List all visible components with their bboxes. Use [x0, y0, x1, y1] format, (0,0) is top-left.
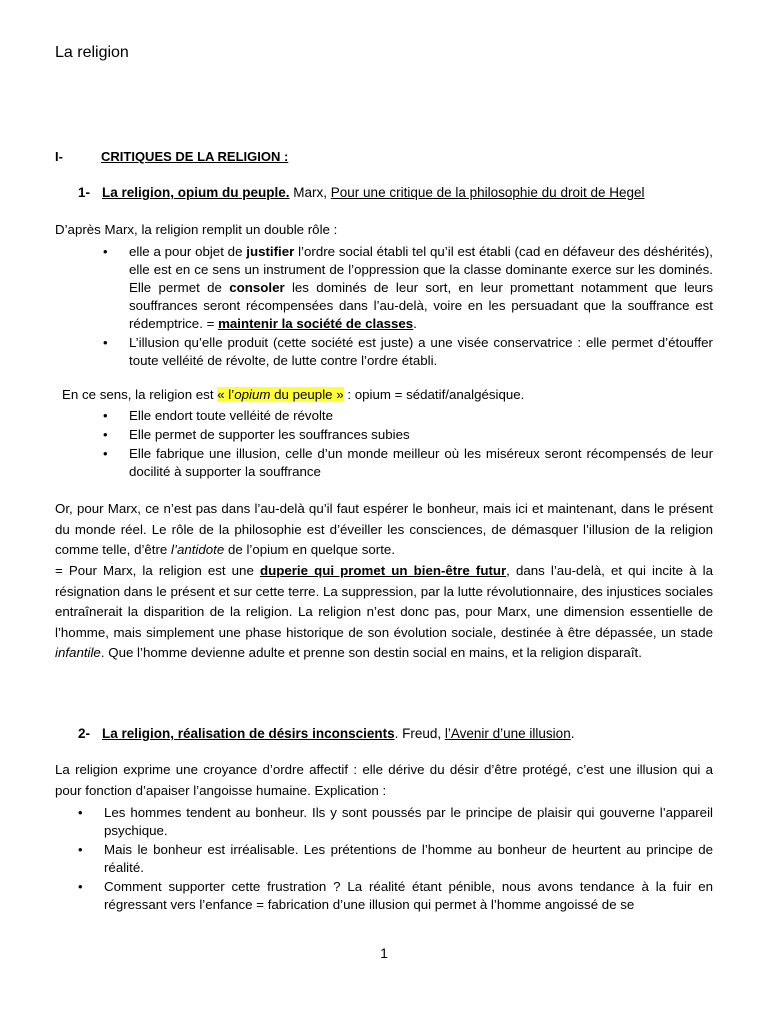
bullet-icon: •: [103, 446, 108, 461]
bullet-icon: •: [103, 427, 108, 442]
subheading-freud: 2- La religion, réalisation de désirs inconscients. Freud, l’Avenir d’une illusion.: [78, 726, 575, 741]
bullet-list-freud: [78, 804, 713, 915]
subheading-work: Pour une critique de la philosophie du droit de Hegel: [330, 185, 645, 200]
bullet-list-opium: [103, 407, 713, 482]
list-item: • elle a pour objet de justifier l’ordre social établi tel qu’il est établi (cad en défaveur des déshérités), elle est en ce sens un instrument de l’oppression que la classe dominante exerce sur les dominés. Elle permet de consoler les dominés de leur sort, en leur promettant notamment que leurs souffrances seront récompensées dans l’au-delà, voire en les persuadant que la souffrance est rédemptrice. = maintenir la société de classes.: [103, 244, 714, 331]
document-title: La religion: [55, 44, 129, 61]
bullet-icon: •: [78, 842, 83, 857]
subheading-number: 1-: [78, 185, 91, 200]
subheading-work: l’Avenir d’une illusion: [444, 726, 571, 741]
list-item: • L’illusion qu’elle produit (cette société est juste) a une visée conservatrice : elle permet d’étouffer toute velléité de révolte, de lutte contre l’ordre établi.: [103, 335, 713, 368]
section-title: CRITIQUES DE LA RELIGION :: [101, 149, 289, 164]
list-item: • Elle fabrique une illusion, celle d’un monde meilleur où les miséreux seront récompensés de leur docilité à supporter la souffrance: [103, 446, 713, 479]
section-heading: [55, 149, 288, 164]
section-number: I-: [55, 149, 63, 164]
body-paragraph-1: Or, pour Marx, ce n’est pas dans l’au-delà qu’il faut espérer le bonheur, mais ici et maintenant, dans le présent du monde réel. Le rôle de la philosophie est d’éveiller les consciences, de démasquer l’illusion de la religion comme telle, d’être l’antidote de l’opium en quelque sorte.: [55, 501, 713, 558]
bullet-icon: •: [78, 879, 83, 894]
intro-paragraph: D’après Marx, la religion remplit un double rôle :: [55, 222, 338, 237]
opium-paragraph: En ce sens, la religion est « l’opium du peuple » : opium = sédatif/analgésique.: [62, 387, 525, 402]
subheading-marx: [78, 185, 645, 200]
bullet-icon: •: [78, 805, 83, 820]
emphasis-duperie: duperie qui promet un bien-être futur: [259, 563, 507, 578]
list-item: • Les hommes tendent au bonheur. Ils y sont poussés par le principe de plaisir qui gouverne l’appareil psychique.: [78, 805, 713, 838]
page-number: 1: [380, 945, 388, 961]
subheading-title: La religion, réalisation de désirs inconscients: [102, 726, 395, 741]
subheading-author: Marx,: [289, 185, 331, 200]
body-paragraph-2: = Pour Marx, la religion est une duperie qui promet un bien-être futur, dans l’au-delà, et qui incite à la résignation dans le présent et sur cette terre. La suppression, par la lutte révolutionnaire, des injustices sociales entraînerait la disparition de la religion. La religion n’est donc pas, pour Marx, une dimension essentielle de l’homme, mais simplement une phase historique de son évolution sociale, destinée à être dépassée, un stade infantile. Que l’homme devienne adulte et prenne son destin social en mains, et la religion disparaît.: [55, 563, 713, 661]
bullet-icon: •: [103, 408, 108, 423]
list-item: • Elle endort toute velléité de révolte: [103, 408, 334, 423]
bullet-list-roles: [103, 243, 713, 371]
bullet-icon: •: [103, 244, 108, 259]
body-paragraph-3: La religion exprime une croyance d’ordre affectif : elle dérive du désir d’être protégé, c’est une illusion qui a pour fonction d’apaiser l’angoisse humaine. Explication :: [55, 762, 713, 798]
subheading-title: La religion, opium du peuple.: [102, 185, 290, 200]
list-item: • Elle permet de supporter les souffrances subies: [103, 427, 410, 442]
subheading-number: 2-: [78, 726, 91, 741]
list-item: • Mais le bonheur est irréalisable. Les prétentions de l’homme au bonheur de heurtent au principe de réalité.: [78, 842, 713, 875]
bullet-icon: •: [103, 335, 108, 350]
highlighted-quote: « l’opium du peuple »: [217, 387, 344, 402]
list-item: • Comment supporter cette frustration ? La réalité étant pénible, nous avons tendance à la fuir en régressant vers l’enfance = fabrication d’une illusion qui permet à l’homme angoissé de se: [78, 879, 713, 912]
emphasis-maintenir: maintenir la société de classes: [218, 316, 414, 331]
